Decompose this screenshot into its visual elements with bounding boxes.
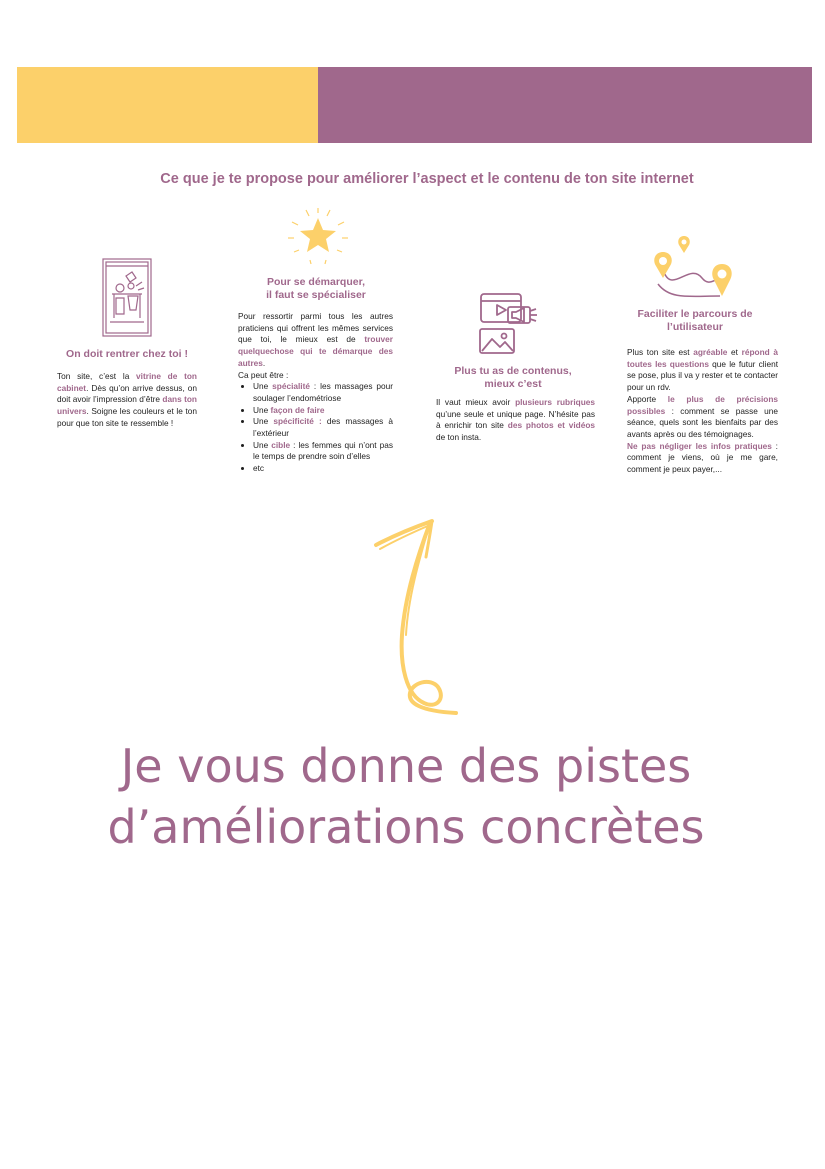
- body-text: Une: [253, 404, 271, 415]
- closing-statement-line2: d’améliorations concrètes: [107, 800, 705, 854]
- column-body-4-paragraph-1: [627, 347, 778, 394]
- column-title-2-line1: Pour se démarquer,: [266, 276, 366, 288]
- body-text: Une: [253, 416, 274, 427]
- highlight-text: vitrine de ton cabinet: [57, 371, 197, 393]
- column-body-4: [627, 347, 778, 476]
- column-title-3-line2: mieux c’est: [484, 378, 542, 390]
- media-content-icon: [478, 291, 544, 355]
- body-text: Une: [253, 439, 272, 450]
- body-text: : les femmes qui n’ont pas le temps de prendre soin d’elles: [253, 439, 393, 462]
- body-text: : comment je viens, où je me gare, comment je peux payer,...: [627, 440, 778, 475]
- body-text: etc: [253, 463, 265, 474]
- bullet-item: [253, 440, 393, 463]
- body-text: qu’une seule et unique page. N’hésite pas à enrichir ton site: [436, 408, 595, 431]
- body-text: Apporte: [627, 393, 668, 404]
- star-icon: [286, 206, 350, 268]
- highlight-text: dans ton univers: [57, 394, 198, 417]
- body-text: que le futur client se pose, plus il va y rester et te contacter pour un rdv.: [627, 358, 778, 393]
- body-text: . Soigne les couleurs et le ton pour que ton site te ressemble !: [57, 406, 197, 428]
- column-title-4-line1: Faciliter le parcours de: [637, 308, 753, 320]
- column-body-3: [436, 397, 595, 444]
- shop-window-icon: [102, 258, 152, 338]
- column-title-2: [237, 276, 395, 302]
- body-text: Une: [253, 381, 273, 392]
- column-body-2-intro: [238, 311, 393, 370]
- body-text: Ton site, c’est la: [57, 371, 137, 381]
- body-text: Plus ton site est: [627, 347, 694, 357]
- body-text: : les massages pour soulager l’endométriose: [253, 381, 393, 403]
- column-body-4-paragraph-2: [627, 394, 778, 441]
- highlight-text: trouver quelquechose qui te démarque des autres: [238, 334, 393, 368]
- closing-statement: [96, 736, 716, 858]
- body-text: et: [727, 347, 742, 357]
- location-route-icon: [650, 234, 740, 300]
- page-title: Ce que je te propose pour améliorer l’aspect et le contenu de ton site internet: [160, 171, 694, 187]
- body-text: . Dès qu’on arrive dessus, on doit avoir l’impression d’être: [57, 382, 197, 405]
- body-text: des massages à l’extérieur: [253, 416, 393, 439]
- highlight-text: façon de faire: [270, 404, 325, 415]
- body-text: Pour ressortir parmi tous les autres praticiens qui offrent les mêmes services que toi, le mieux est de: [238, 311, 393, 345]
- header-band-purple: [318, 67, 812, 143]
- bullet-item: [253, 405, 393, 417]
- column-body-2-intro2: Ca peut être :: [238, 369, 289, 380]
- highlight-text: spécificité :: [273, 416, 322, 427]
- body-text: .: [262, 357, 266, 368]
- body-text: Il vaut mieux avoir: [436, 397, 516, 407]
- highlight-text: le plus de précisions possibles: [627, 393, 778, 416]
- highlight-text: spécialité: [272, 381, 310, 392]
- column-title-3-line1: Plus tu as de contenus,: [454, 365, 572, 377]
- highlight-text: plusieurs rubriques: [515, 397, 595, 407]
- curly-arrow-icon: [360, 515, 470, 715]
- column-title-2-line2: il faut se spécialiser: [266, 289, 366, 301]
- column-title-1: [52, 348, 202, 361]
- highlight-text: Ne pas négliger les infos pratiques: [627, 440, 772, 451]
- column-title-1-text: On doit rentrer chez toi !: [66, 348, 188, 360]
- bullet-item: [253, 463, 393, 475]
- body-text: de ton insta.: [436, 432, 482, 443]
- bullet-item: [253, 416, 393, 439]
- body-text: : comment se passe une séance, quels sont les bienfaits par des avants après ou des témoignages.: [627, 405, 778, 439]
- column-body-1-paragraph: [57, 371, 197, 430]
- column-title-3: [434, 365, 592, 391]
- highlight-text: cible: [271, 439, 291, 450]
- header-band-yellow: [17, 67, 318, 143]
- highlight-text: répond à toutes les questions: [627, 347, 778, 369]
- column-body-1: [57, 371, 197, 430]
- column-body-4-paragraph-3: [627, 441, 778, 476]
- column-body-2-list: [238, 381, 393, 475]
- column-body-3-paragraph: [436, 397, 595, 444]
- column-title-4: [616, 308, 774, 334]
- highlight-text: agréable: [693, 347, 728, 357]
- closing-statement-line1: Je vous donne des pistes: [120, 739, 692, 793]
- column-body-2: [238, 311, 393, 475]
- column-title-4-line2: l’utilisateur: [666, 321, 723, 333]
- highlight-text: des photos et vidéos: [507, 420, 595, 431]
- bullet-item: [253, 381, 393, 404]
